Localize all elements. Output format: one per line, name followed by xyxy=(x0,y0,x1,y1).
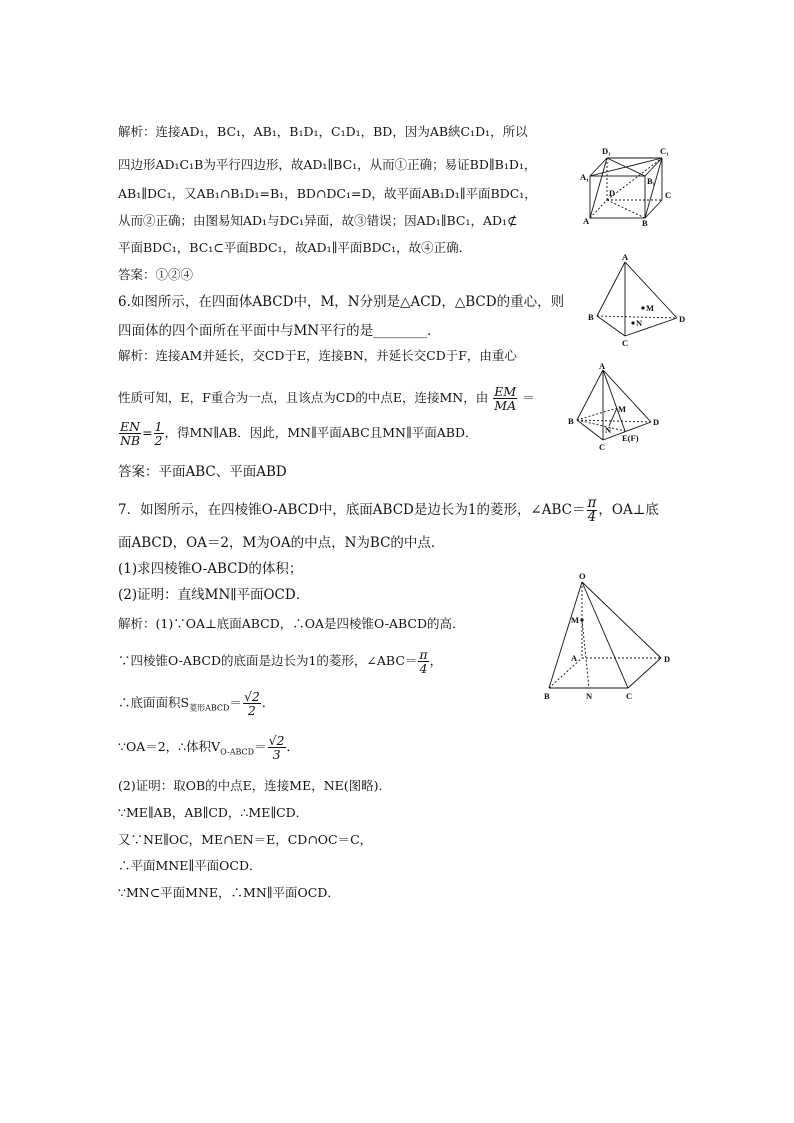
text-span: ，OA⊥底 xyxy=(598,502,659,518)
answer-line: 答案：平面ABC、平面ABD xyxy=(118,464,287,480)
vertex-label: A xyxy=(599,362,606,371)
text-line: 解析：(1)∵OA⊥底面ABCD，∴OA是四棱锥O-ABCD的高． xyxy=(118,616,465,631)
vertex-label: B xyxy=(568,416,574,426)
vertex-label: C xyxy=(599,442,606,452)
question-7: (1)求四棱锥O-ABCD的体积； xyxy=(118,561,303,577)
subscript: O-ABCD xyxy=(220,747,255,757)
text-span: 7．如图所示，在四棱锥O-ABCD中，底面ABCD是边长为1的菱形，∠ABC＝ xyxy=(118,502,586,518)
text-line xyxy=(118,690,274,717)
vertex-label: E(F) xyxy=(622,433,639,443)
fraction: $\frac{\pi}{4}$ xyxy=(587,495,597,525)
text-line: 解析：连接AM并延长，交CD于E，连接BN，并延长交CD于F，由重心 xyxy=(118,348,517,363)
text-line: AB₁∥DC₁，又AB₁∩B₁D₁=B₁，BD∩DC₁=D，故平面AB₁D₁∥平面BDC₁， xyxy=(118,186,537,201)
vertex-label: C xyxy=(622,338,629,348)
vertex-label: B xyxy=(642,218,648,228)
text-line: ∴平面MNE∥平面OCD． xyxy=(118,858,262,873)
text-line: 又∵NE∥OC，ME∩EN＝E，CD∩OC＝C， xyxy=(118,832,373,847)
question-7 xyxy=(118,497,659,524)
text-span: ∵四棱锥O-ABCD的底面是边长为1的菱形，∠ABC＝ xyxy=(118,653,418,668)
tetrahedron-ef-figure xyxy=(565,362,670,454)
text-line: $\frac{EN}{NB}$ = $\frac{1}{2}$ ，得MN∥AB．因此，MN∥平面ABC且MN∥平面ABD． xyxy=(119,419,478,448)
pyramid-figure xyxy=(535,570,685,705)
vertex-label: A xyxy=(571,653,578,663)
vertex-label: A xyxy=(583,216,590,226)
text-span: ∵OA＝2，∴体积V xyxy=(118,739,221,754)
vertex-label: M xyxy=(618,404,627,414)
text-span: ＝ xyxy=(522,390,535,405)
text-line xyxy=(118,734,299,761)
question-7: (2)证明：直线MN∥平面OCD． xyxy=(118,587,310,603)
vertex-label: M xyxy=(571,615,580,625)
tetrahedron-figure xyxy=(585,252,693,350)
cube-figure xyxy=(580,144,680,230)
text-span: ， xyxy=(429,653,443,668)
answer-line: 答案：①②④ xyxy=(118,267,194,282)
fraction: $\frac{\pi}{4}$ xyxy=(419,647,428,676)
text-span: ． xyxy=(286,739,300,754)
vertex-label: B xyxy=(588,312,594,322)
fraction: $\frac{EN}{NB}$ xyxy=(119,419,141,448)
fraction: $\frac{1}{2}$ xyxy=(154,419,163,448)
text-span: ，得MN∥AB．因此，MN∥平面ABC且MN∥平面ABD． xyxy=(164,425,478,440)
fraction: $\frac{√2}{3}$ xyxy=(268,733,285,762)
text-span: ＝ xyxy=(254,739,267,754)
text-line: 四边形AD₁C₁B为平行四边形，故AD₁∥BC₁，从而①正确；易证BD∥B₁D₁， xyxy=(118,157,537,172)
text-span: ∴底面面积S xyxy=(118,695,190,710)
vertex-label: D xyxy=(609,188,616,198)
text-line: 从而②正确；由图易知AD₁与DC₁异面，故③错误；因AD₁∥BC₁，AD₁⊄ xyxy=(118,213,518,228)
vertex-label: D xyxy=(679,314,686,324)
vertex-label: C xyxy=(665,190,672,200)
vertex-label: D₁ xyxy=(602,146,611,156)
vertex-label: A₁ xyxy=(580,172,589,182)
vertex-label: B xyxy=(544,691,550,701)
question-6: 6.如图所示，在四面体ABCD中，M，N分别是△ACD，△BCD的重心，则 xyxy=(118,294,565,310)
question-6: 四面体的四个面所在平面中与MN平行的是________． xyxy=(118,323,441,339)
text-line xyxy=(118,648,442,675)
vertex-label: C xyxy=(626,691,633,701)
text-line: 解析：连接AD₁，BC₁，AB₁，B₁D₁，C₁D₁，BD，因为AB綊C₁D₁，所以 xyxy=(118,124,528,139)
text-span: 性质可知，E，F重合为一点，且该点为CD的中点E，连接MN，由 xyxy=(118,390,489,405)
text-line: (2)证明：取OB的中点E，连接ME，NE(图略)． xyxy=(118,778,392,793)
subscript: 菱形ABCD xyxy=(189,703,230,713)
vertex-label: B₁ xyxy=(647,176,656,186)
question-7: 面ABCD，OA＝2，M为OA的中点，N为BC的中点． xyxy=(118,535,445,551)
vertex-label: N xyxy=(586,691,593,701)
text-line: 平面BDC₁，BC₁⊂平面BDC₁，故AD₁∥平面BDC₁，故④正确． xyxy=(118,240,472,255)
vertex-label: D xyxy=(653,417,660,427)
text-line: ∵MN⊂平面MNE，∴MN∥平面OCD． xyxy=(118,885,340,900)
vertex-label: O xyxy=(579,571,586,581)
vertex-label: D xyxy=(664,654,671,664)
fraction: $\frac{EM}{MA}$ xyxy=(494,384,517,413)
text-span: ＝ xyxy=(229,695,242,710)
text-line: ∵ME∥AB，AB∥CD，∴ME∥CD． xyxy=(118,805,309,820)
vertex-label: C₁ xyxy=(660,146,669,156)
vertex-label: N xyxy=(605,425,612,435)
vertex-label: A xyxy=(622,252,629,262)
text-line xyxy=(118,385,535,412)
text-span: ． xyxy=(261,695,275,710)
vertex-label: N xyxy=(636,318,643,328)
fraction: $\frac{√2}{2}$ xyxy=(243,689,260,718)
vertex-label: M xyxy=(646,303,655,313)
